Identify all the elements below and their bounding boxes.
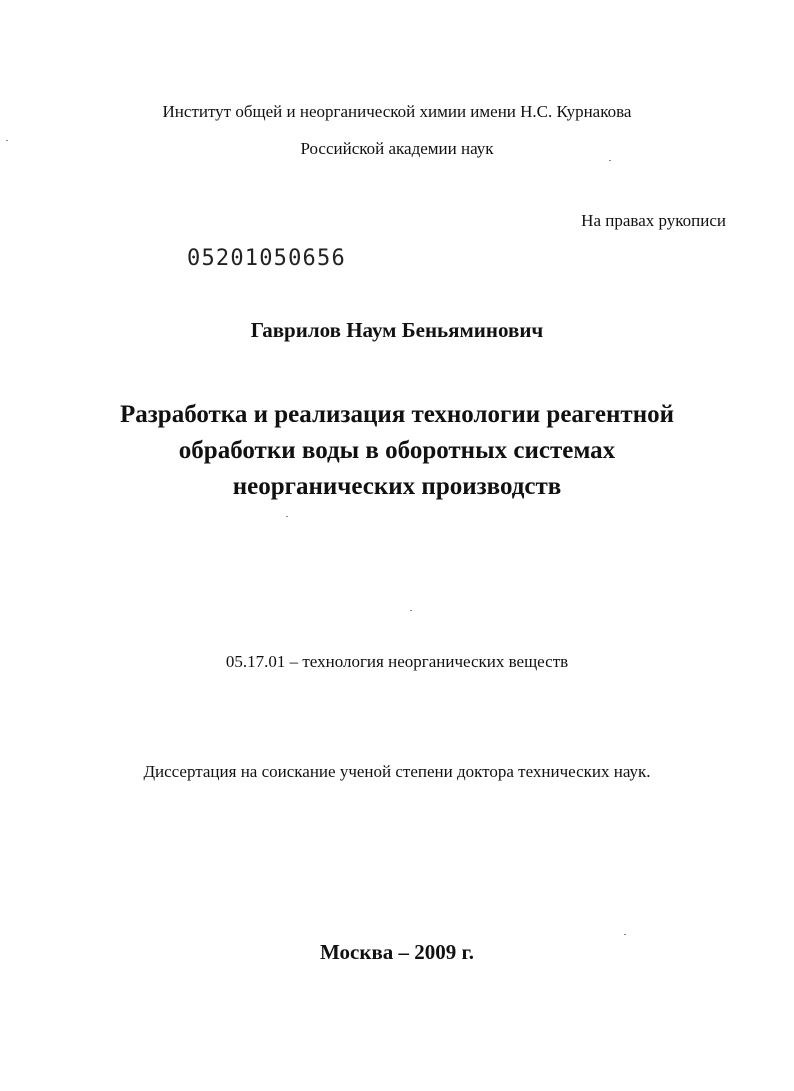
- scan-speck: [286, 516, 288, 517]
- academy-name: Российской академии наук: [300, 139, 494, 158]
- institute-name: Институт общей и неорганической химии имени Н.С. Курнакова: [162, 102, 632, 121]
- city-year: Москва – 2009 г.: [320, 940, 474, 964]
- dissertation-title: [0, 397, 794, 505]
- degree-statement: Диссертация на соискание ученой степени доктора технических наук.: [143, 762, 651, 781]
- specialty-code: 05.17.01 – технология неорганических веществ: [225, 652, 569, 671]
- rights-note: На правах рукописи: [581, 211, 726, 230]
- title-line-1: Разработка и реализация технологии реагентной: [119, 401, 675, 428]
- title-line-3: неорганических производств: [232, 473, 562, 500]
- title-line-2: обработки воды в оборотных системах: [178, 437, 616, 464]
- scan-speck: [410, 610, 412, 611]
- scan-speck: [6, 140, 8, 141]
- scan-speck: [609, 160, 611, 161]
- author-name: Гаврилов Наум Беньяминович: [250, 318, 544, 342]
- registration-code: 05201050656: [187, 246, 346, 271]
- scan-speck: [624, 934, 626, 935]
